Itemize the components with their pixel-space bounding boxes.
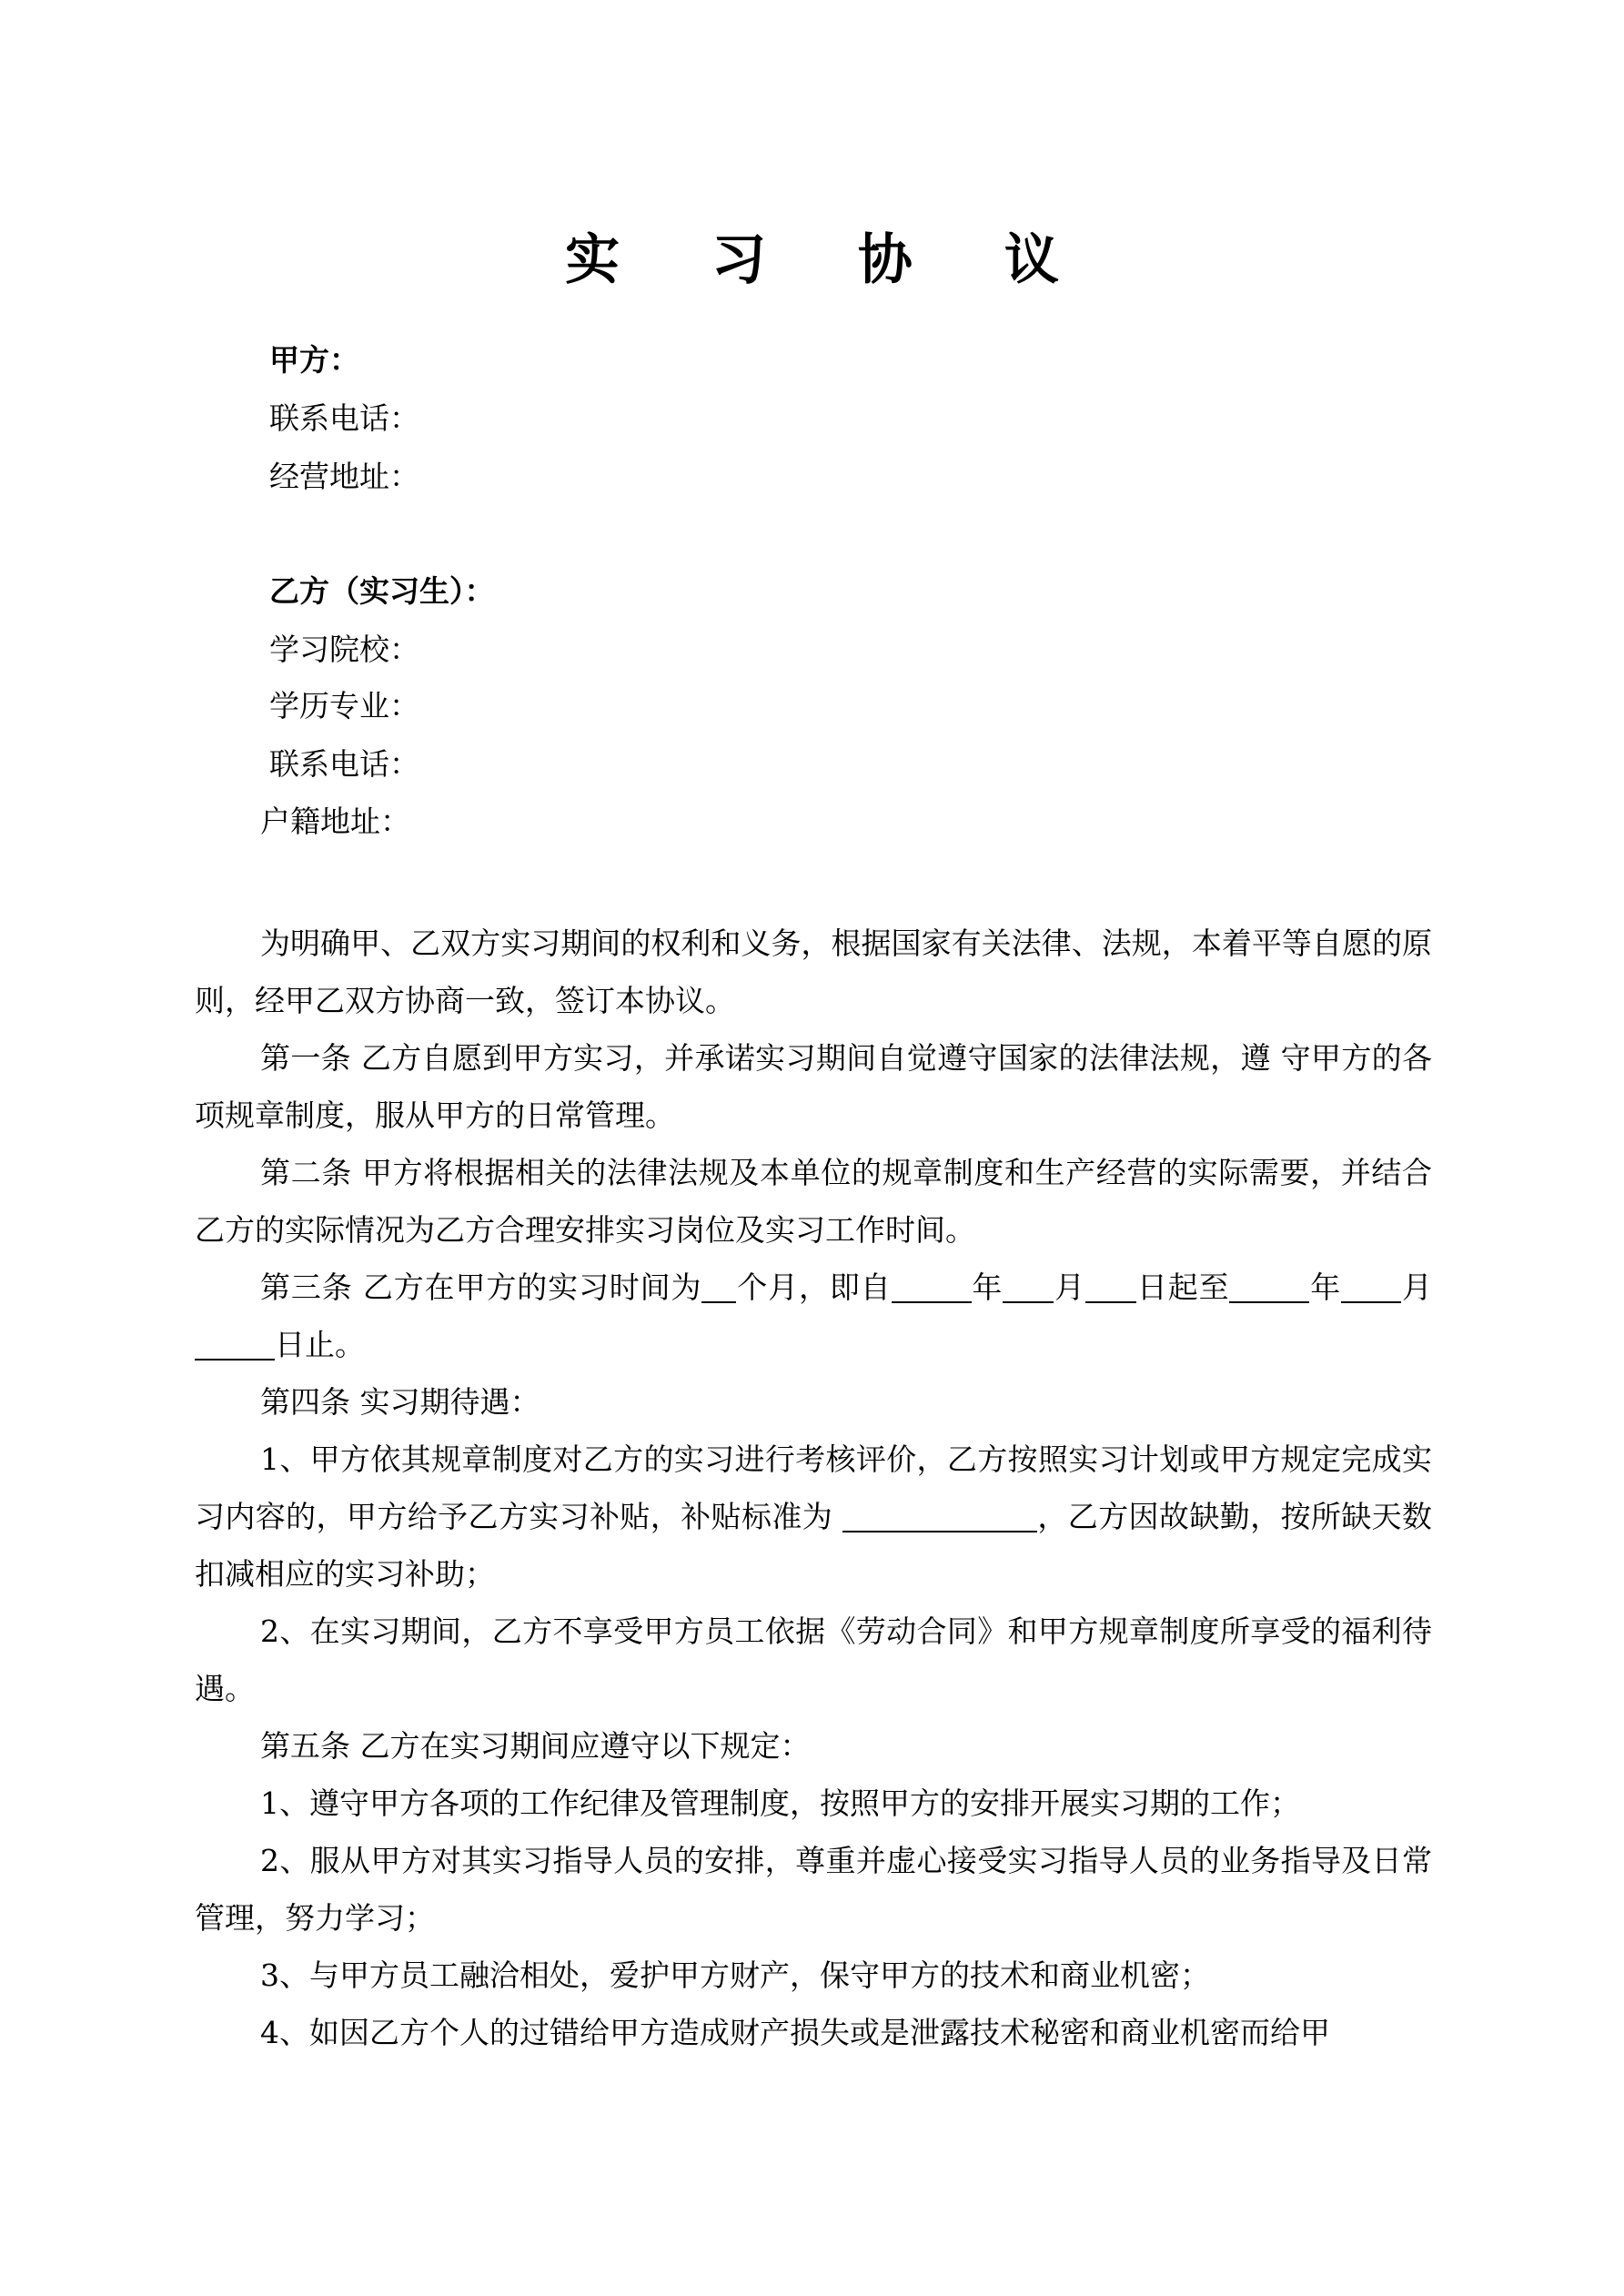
end-year-blank [1229,1270,1309,1303]
article-3-text: 年 [1309,1269,1342,1305]
party-a-phone-label: 联系电话： [269,400,419,436]
article-3-text: 年 [971,1269,1004,1305]
start-day-blank [1085,1270,1136,1303]
article-4: 第四条 实习期待遇： [260,1384,540,1420]
intro-paragraph: 为明确甲、乙双方实习期间的权利和义务，根据国家有关法律、法规，本着平等自愿的原则，经甲乙双方协商一致，签订本协议。 [195,925,1432,1018]
start-year-blank [892,1270,972,1303]
article-5: 第五条 乙方在实习期间应遵守以下规定： [260,1728,811,1764]
subsidy-blank [842,1500,1037,1532]
party-b-phone-label: 联系电话： [269,746,419,782]
article-2: 第二条 甲方将根据相关的法律法规及本单位的规章制度和生产经营的实际需要，并结合乙方的实际情况为乙方合理安排实习岗位及实习工作时间。 [195,1155,1432,1248]
party-b-school-label: 学习院校： [269,632,419,667]
article-4-item-2: 2、在实习期间，乙方不享受甲方员工依据《劳动合同》和甲方规章制度所享受的福利待遇。 [195,1613,1432,1706]
article-3-text: 日起至 [1135,1269,1230,1305]
start-month-blank [1003,1270,1054,1303]
article-3-text: 日止。 [275,1327,365,1362]
article-4-item-1-text: 1、甲方依其规章制度对乙方的实习进行考核评价，乙方按照实习计划或甲方规定完成实习内容的，甲方给予乙方实习补贴，补贴标准为 [195,1441,1432,1534]
article-3-text: 第三条 乙方在甲方的实习时间为 [260,1269,702,1305]
end-month-blank [1341,1270,1401,1303]
article-4-item-1 [195,1431,1432,1603]
article-3-text: 个月，即自 [736,1269,892,1305]
party-b-hukou-label: 户籍地址： [260,804,410,839]
party-b-major-label: 学历专业： [269,688,419,723]
party-a-label: 甲方： [269,342,359,378]
article-5-item-4: 4、如因乙方个人的过错给甲方造成财产损失或是泄露技术秘密和商业机密而给甲 [260,2015,1330,2050]
document-title: 实 习 协 议 [565,228,1095,292]
article-4-item-1-text: ，乙方因故缺勤，按所缺天数扣减相应的实习补助； [195,1499,1433,1592]
months-blank [701,1270,736,1303]
party-b-label: 乙方（实习生）： [269,573,495,609]
article-1: 第一条 乙方自愿到甲方实习，并承诺实习期间自觉遵守国家的法律法规，遵 守甲方的各项规章制度，服从甲方的日常管理。 [195,1040,1432,1133]
article-5-item-2: 2、服从甲方对其实习指导人员的安排，尊重并虚心接受实习指导人员的业务指导及日常管理，努力学习； [195,1843,1432,1936]
article-3 [195,1259,1432,1373]
article-5-item-1: 1、遵守甲方各项的工作纪律及管理制度，按照甲方的安排开展实习期的工作； [260,1785,1300,1821]
end-day-blank [195,1328,275,1360]
article-5-item-3: 3、与甲方员工融洽相处，爱护甲方财产，保守甲方的技术和商业机密； [260,1957,1210,1993]
party-a-address-label: 经营地址： [269,459,419,494]
article-3-text: 月 [1054,1269,1085,1305]
article-3-text: 月 [1401,1269,1432,1305]
